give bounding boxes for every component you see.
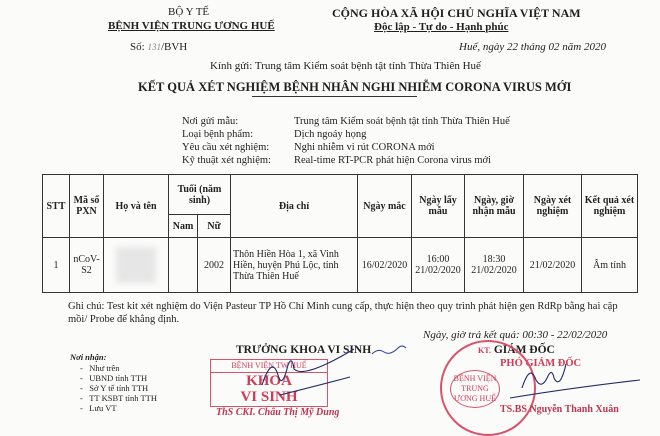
header-onset: Ngày mắc (358, 175, 412, 238)
info-value: Nghi nhiễm vi rút CORONA mới (294, 142, 435, 153)
right-signer-name: TS.BS Nguyễn Thanh Xuân (500, 404, 619, 415)
info-value: Trung tâm Kiểm soát bệnh tật tỉnh Thừa Thiên Huế (294, 116, 510, 127)
header-age: Tuổi (năm sinh) (169, 175, 231, 215)
hospital-name: BỆNH VIỆN TRUNG ƯƠNG HUẾ (108, 20, 275, 32)
sampled-date: 21/02/2020 (415, 265, 461, 276)
header-female: Nữ (198, 215, 231, 238)
signature-left (262, 349, 354, 395)
country-name: CỘNG HÒA XÃ HỘI CHỦ NGHĨA VIỆT NAM (332, 6, 581, 20)
stamp-top-text: BỆNH VIỆN TW HUẾ (211, 360, 327, 373)
cell-female: 2002 (198, 238, 231, 293)
received-date: 21/02/2020 (471, 265, 517, 276)
info-value: Dịch ngoáy họng (294, 129, 367, 140)
title: GIÁM ĐỐC (493, 344, 555, 356)
header-code: Mã số PXN (70, 175, 104, 238)
info-label: Nơi gửi mẫu: (182, 116, 239, 127)
recipient-item: - Sở Y tế tỉnh TTH (80, 383, 149, 393)
place-date: Huế, ngày 22 tháng 02 năm 2020 (459, 41, 606, 53)
result-time: Ngày, giờ trả kết quả: 00:30 - 22/02/2020 (423, 329, 608, 341)
header-male: Nam (169, 215, 198, 238)
stamp-line2: VI SINH (240, 389, 298, 405)
cell-stt: 1 (43, 238, 70, 293)
recipient: Kính gửi: Trung tâm Kiểm soát bệnh tật tỉnh Thừa Thiên Huế (210, 60, 481, 72)
recipients-label: Nơi nhận: (70, 352, 107, 362)
cell-onset: 16/02/2020 (358, 238, 412, 293)
received-time: 18:30 (482, 254, 506, 265)
header-name: Họ và tên (104, 175, 169, 238)
signature-left-initial (372, 346, 406, 354)
number-value: 131 (147, 42, 161, 52)
note: Ghi chú: Test kit xét nghiệm do Viện Pasteur TP Hồ Chí Minh cung cấp, thực hiện theo quy trình phát hiện gen RdRp bằng hai cặp (68, 301, 618, 312)
header-address: Địa chỉ (231, 175, 358, 238)
left-signer-name: ThS CKI. Châu Thị Mỹ Dung (216, 407, 340, 418)
motto: Độc lập - Tự do - Hạnh phúc (374, 21, 509, 33)
note-continued: mồi/ Probe để khẳng định. (68, 314, 180, 325)
recipient-item: - Lưu VT (80, 403, 117, 413)
info-value: Real-time RT-PCR phát hiện Corona virus mới (294, 155, 492, 166)
right-signer-subtitle: PHÓ GIÁM ĐỐC (500, 358, 582, 369)
header-result: Kết quả xét nghiệm (582, 175, 638, 238)
cell-result: Âm tính (582, 238, 638, 293)
header-sampled: Ngày lấy mẫu (412, 175, 465, 238)
ministry: BỘ Y TẾ (168, 6, 210, 18)
seal-text: BỆNH VIỆN TRUNG ƯƠNG HUẾ (450, 370, 500, 408)
cell-tested: 21/02/2020 (524, 238, 582, 293)
recipient-item: - Như trên (80, 363, 120, 373)
stamp-line1: KHOA (246, 373, 292, 389)
prefix: KT. (478, 346, 491, 355)
sampled-time: 16:00 (426, 254, 450, 265)
header-tested: Ngày xét nghiệm (524, 175, 582, 238)
cell-code: nCoV-S2 (70, 238, 104, 293)
header-received: Ngày, giờ nhận mẫu (465, 175, 524, 238)
info-label: Loại bệnh phẩm: (182, 129, 254, 140)
recipient-item: - TT KSBT tỉnh TTH (80, 393, 157, 403)
signature-right (510, 364, 640, 398)
number-suffix: /BVH (160, 41, 188, 53)
number-label: Số: (130, 41, 145, 53)
recipient-item: - UBND tỉnh TTH (80, 373, 148, 383)
info-label: Yêu cầu xét nghiệm: (182, 142, 270, 153)
cell-address: Thôn Hiền Hòa 1, xã Vinh Hiền, huyện Phú Lộc, tỉnh Thừa Thiên Huế (231, 238, 358, 293)
header-stt: STT (43, 175, 70, 238)
left-signer-title: TRƯỞNG KHOA VI SINH (236, 344, 372, 356)
info-label: Kỹ thuật xét nghiệm: (182, 155, 271, 166)
document-title: KẾT QUẢ XÉT NGHIỆM BỆNH NHÂN NGHI NHIỄM CORONA VIRUS MỚI (138, 80, 572, 94)
